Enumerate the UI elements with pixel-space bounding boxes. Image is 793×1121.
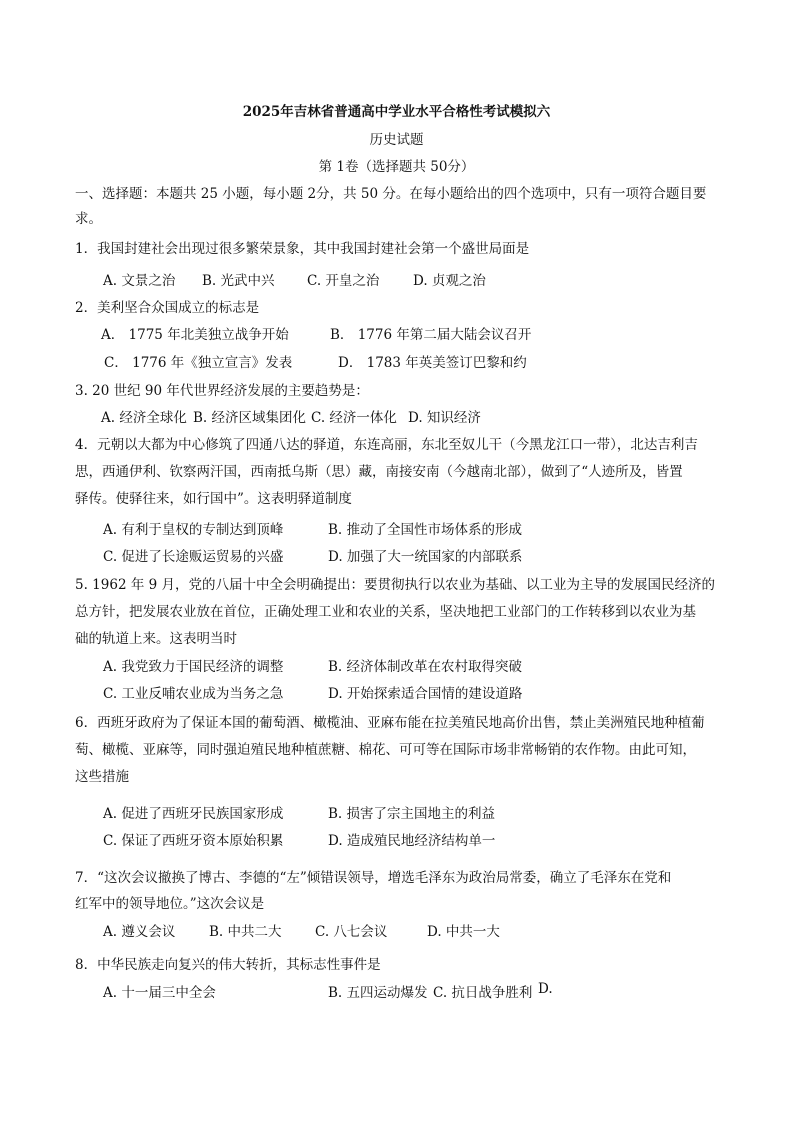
question-5-stem: 础的轨道上来。这表明当时 — [75, 631, 237, 647]
question-7-stem: 7．“这次会议撤换了博古、李德的“左”倾错误领导，增选毛泽东为政治局常委，确立了毛泽东在党和 — [75, 870, 672, 886]
question-5-option-c: C. 工业反哺农业成为当务之急 — [103, 686, 284, 702]
question-7-option-d: D. 中共一大 — [427, 924, 500, 940]
volume-heading: 第 1卷（选择题共 50分） — [318, 159, 475, 175]
question-3-stem: 3. 20 世纪 90 年代世界经济发展的主要趋势是： — [75, 383, 369, 399]
question-1-option-b: B. 光武中兴 — [202, 273, 275, 289]
question-8-option-d: D. — [538, 981, 553, 997]
question-6-stem: 萄、橄榄、亚麻等，同时强迫殖民地种植蔗糖、棉花、可可等在国际市场非常畅销的农作物。由此可知， — [75, 742, 696, 758]
question-6-option-d: D. 造成殖民地经济结构单一 — [328, 833, 496, 849]
question-4-option-d: D. 加强了大一统国家的内部联系 — [328, 549, 523, 565]
question-3-option-a: A. 经济全球化 — [101, 410, 187, 426]
question-6-option-a: A. 促进了西班牙民族国家形成 — [103, 806, 284, 822]
question-8-stem: 8．中华民族走向复兴的伟大转折，其标志性事件是 — [75, 957, 381, 973]
question-8-option-a: A. 十一届三中全会 — [103, 985, 216, 1001]
question-3-option-c: C. 经济一体化 — [311, 410, 397, 426]
question-5-option-d: D. 开始探索适合国情的建设道路 — [328, 686, 523, 702]
question-2-option-c: C． 1776 年《独立宣言》发表 — [104, 355, 293, 371]
question-1-option-c: C. 开皇之治 — [307, 273, 380, 289]
instructions-line: 求。 — [75, 211, 102, 227]
question-5-option-a: A. 我党致力于国民经济的调整 — [103, 659, 284, 675]
question-4-option-c: C. 促进了长途贩运贸易的兴盛 — [103, 549, 284, 565]
instructions-line: 一、选择题：本题共 25 小题，每小题 2分，共 50 分。在每小题给出的四个选项中，只有一项符合题目要 — [75, 186, 707, 202]
question-2-option-d: D． 1783 年英美签订巴黎和约 — [338, 355, 527, 371]
question-1-option-d: D. 贞观之治 — [413, 273, 486, 289]
question-6-option-b: B. 损害了宗主国地主的利益 — [328, 806, 496, 822]
question-7-option-c: C. 八七会议 — [315, 924, 388, 940]
question-1-option-a: A. 文景之治 — [103, 273, 176, 289]
question-6-stem: 6．西班牙政府为了保证本国的葡萄酒、橄榄油、亚麻布能在拉美殖民地高价出售，禁止美洲殖民地种植葡 — [75, 715, 705, 731]
question-2-option-a: A． 1775 年北美独立战争开始 — [101, 327, 289, 343]
exam-subtitle: 历史试题 — [369, 132, 424, 148]
question-4-stem: 思，西通伊利、钦察两汗国，西南抵乌斯（思）藏，南接安南（今越南北部），做到了“人迹所及，皆置 — [75, 464, 683, 480]
question-4-option-a: A. 有利于皇权的专制达到顶峰 — [103, 522, 284, 538]
question-4-option-b: B. 推动了全国性市场体系的形成 — [328, 522, 523, 538]
question-5-stem: 总方针，把发展农业放在首位，正确处理工业和农业的关系，坚决地把工业部门的工作转移到以农业为基 — [75, 604, 696, 620]
question-7-stem: 红军中的领导地位。”这次会议是 — [75, 896, 265, 912]
question-1-stem: 1．我国封建社会出现过很多繁荣景象，其中我国封建社会第一个盛世局面是 — [75, 241, 530, 257]
question-8-option-b: B. 五四运动爆发 — [328, 985, 428, 1001]
question-5-option-b: B. 经济体制改革在农村取得突破 — [328, 659, 523, 675]
question-4-stem: 4．元朝以大都为中心修筑了四通八达的驿道，东连高丽，东北至奴儿干（今黑龙江口一带），北达吉利吉 — [75, 437, 698, 453]
question-3-option-d: D. 知识经济 — [408, 410, 481, 426]
question-8-option-c: C. 抗日战争胜利 — [433, 985, 533, 1001]
exam-title: 2025年吉林省普通高中学业水平合格性考试模拟六 — [242, 104, 551, 120]
question-7-option-a: A. 遵义会议 — [103, 924, 176, 940]
question-4-stem: 驿传。使驿往来，如行国中”。这表明驿道制度 — [75, 491, 352, 507]
question-5-stem: 5. 1962 年 9 月，党的八届十中全会明确提出：要贯彻执行以农业为基础、以工业为主导的发展国民经济的 — [75, 577, 715, 593]
question-7-option-b: B. 中共二大 — [209, 924, 282, 940]
question-2-stem: 2．美利坚合众国成立的标志是 — [75, 300, 260, 316]
question-3-option-b: B. 经济区域集团化 — [193, 410, 307, 426]
question-6-stem: 这些措施 — [75, 769, 129, 785]
question-2-option-b: B． 1776 年第二届大陆会议召开 — [330, 327, 532, 343]
question-6-option-c: C. 保证了西班牙资本原始积累 — [103, 833, 284, 849]
